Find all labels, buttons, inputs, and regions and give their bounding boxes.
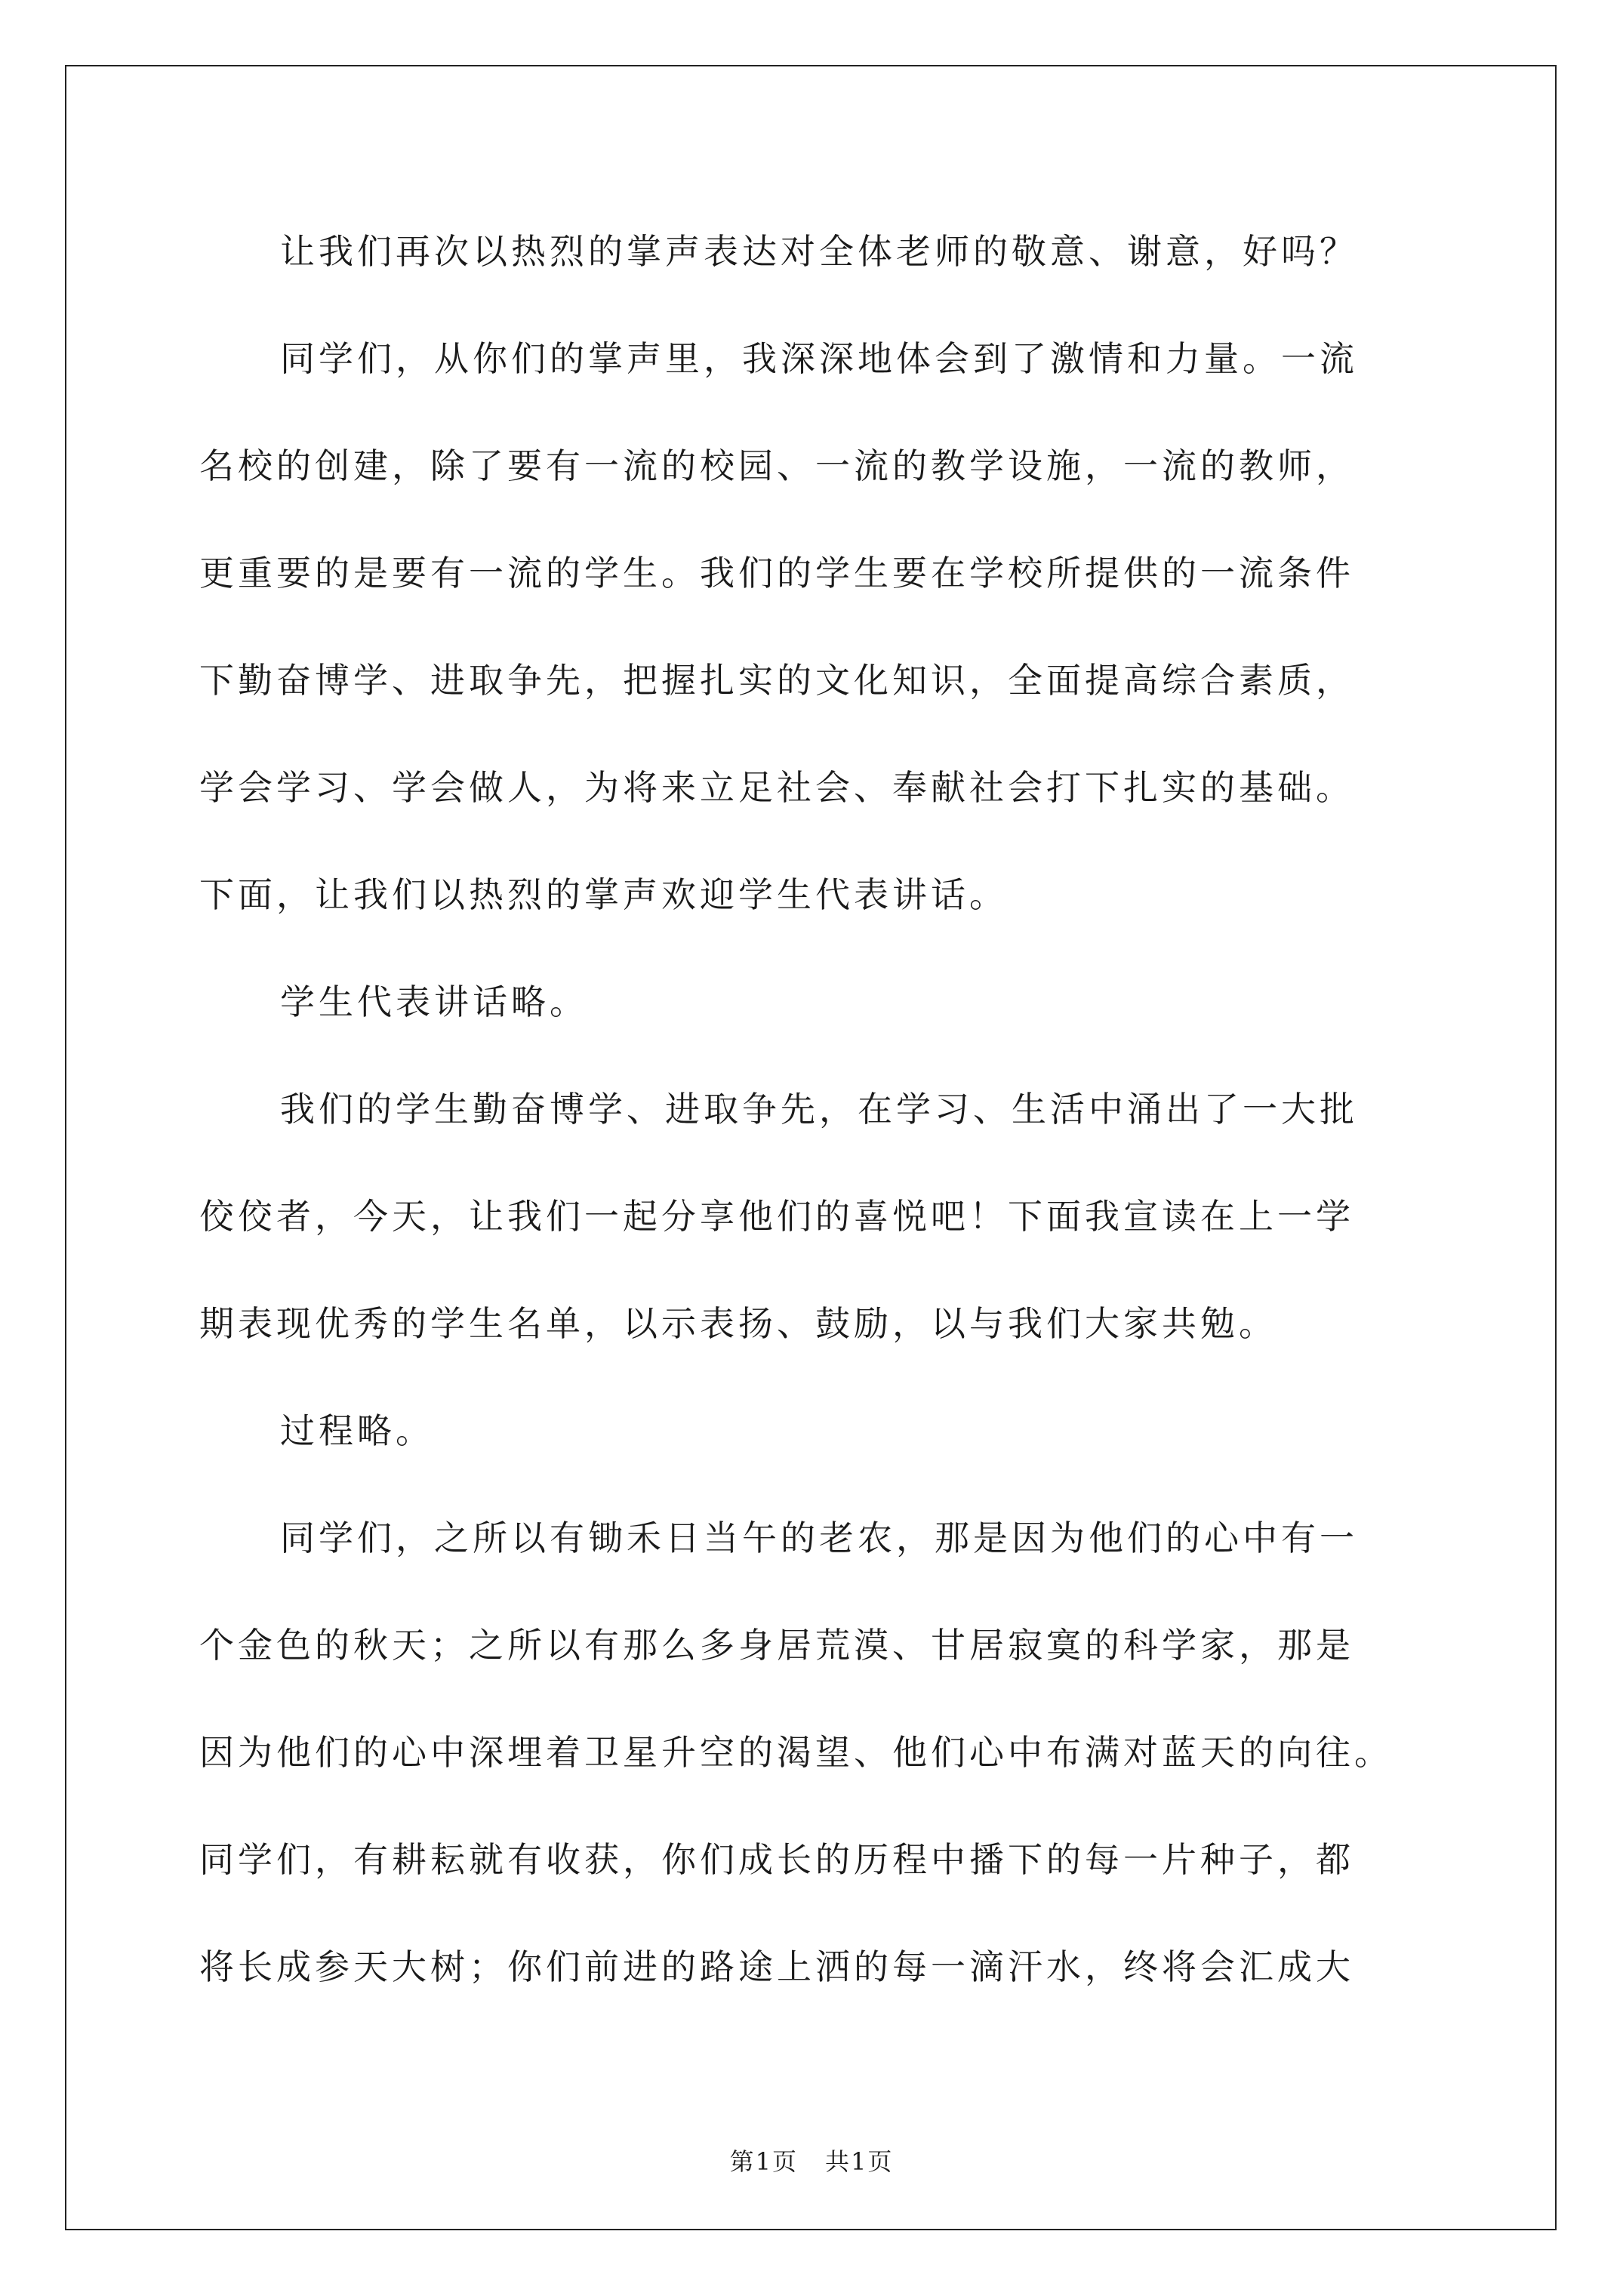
text-line-14: 个金色的秋天；之所以有那么多身居荒漠、甘居寂寞的科学家，那是 xyxy=(199,1625,1354,1666)
text-line-1: 让我们再次以热烈的掌声表达对全体老师的敬意、谢意，好吗？ xyxy=(280,231,1358,272)
text-line-11: 期表现优秀的学生名单，以示表扬、鼓励，以与我们大家共勉。 xyxy=(199,1303,1277,1344)
text-line-12: 过程略。 xyxy=(280,1410,434,1451)
text-line-17: 将长成参天大树；你们前进的路途上洒的每一滴汗水，终将会汇成大 xyxy=(199,1946,1354,1987)
text-line-8: 学生代表讲话略。 xyxy=(280,982,588,1022)
text-line-9: 我们的学生勤奋博学、进取争先，在学习、生活中涌出了一大批 xyxy=(280,1089,1358,1130)
text-line-3: 名校的创建，除了要有一流的校园、一流的教学设施，一流的教师， xyxy=(199,445,1354,486)
page-number: 第1页 xyxy=(729,2147,798,2176)
page-total: 共1页 xyxy=(825,2147,894,2176)
document-body xyxy=(199,198,1437,2020)
text-line-7: 下面，让我们以热烈的掌声欢迎学生代表讲话。 xyxy=(199,874,1008,915)
page-footer xyxy=(0,2143,1623,2177)
text-line-4: 更重要的是要有一流的学生。我们的学生要在学校所提供的一流条件 xyxy=(199,553,1354,593)
text-line-13: 同学们，之所以有锄禾日当午的老农，那是因为他们的心中有一 xyxy=(280,1518,1358,1558)
text-line-5: 下勤奋博学、进取争先，把握扎实的文化知识，全面提高综合素质， xyxy=(199,660,1354,701)
text-line-10: 佼佼者，今天，让我们一起分享他们的喜悦吧！下面我宣读在上一学 xyxy=(199,1196,1354,1237)
text-line-15: 因为他们的心中深埋着卫星升空的渴望、他们心中布满对蓝天的向往。 xyxy=(199,1732,1393,1773)
text-line-16: 同学们，有耕耘就有收获，你们成长的历程中播下的每一片种子，都 xyxy=(199,1839,1354,1880)
text-line-2: 同学们，从你们的掌声里，我深深地体会到了激情和力量。一流 xyxy=(280,338,1358,379)
text-line-6: 学会学习、学会做人，为将来立足社会、奉献社会打下扎实的基础。 xyxy=(199,767,1354,808)
